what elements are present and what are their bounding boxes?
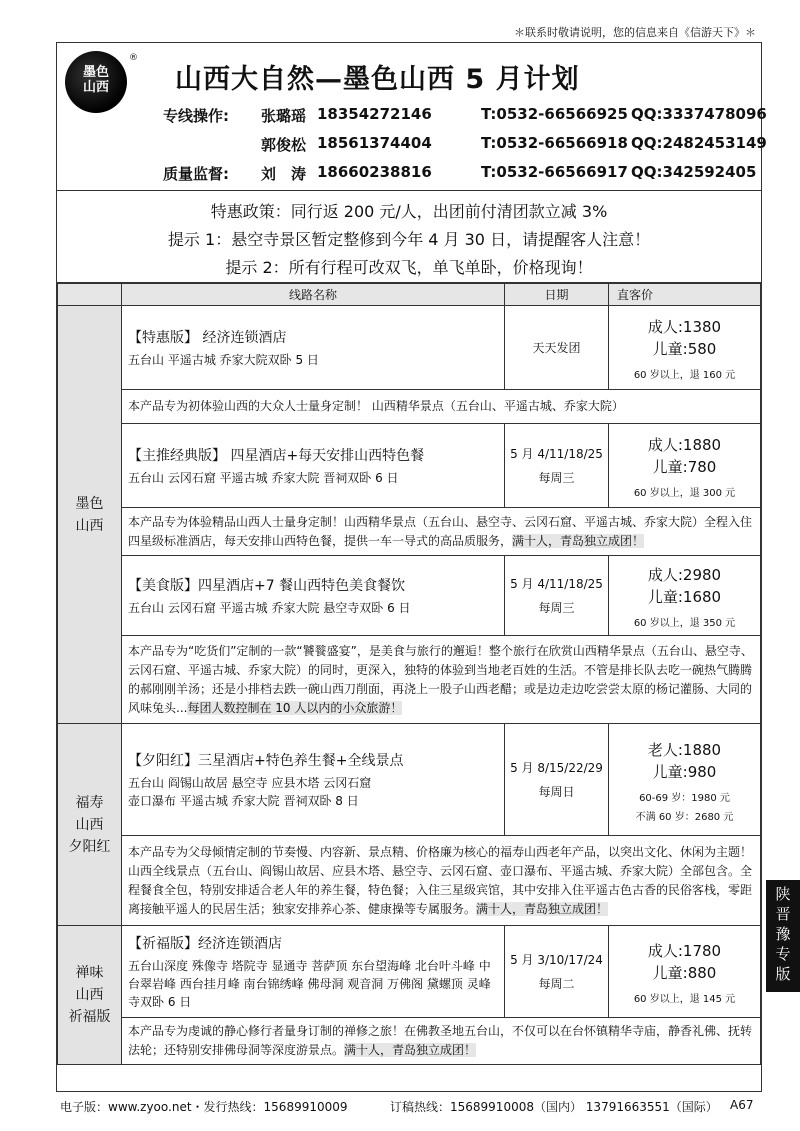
price-note: 60 岁以上，退 300 元 xyxy=(633,488,736,499)
adult-price: 成人:1780 xyxy=(647,942,722,960)
table-row xyxy=(58,836,761,926)
date-cell: 天天发团 xyxy=(505,306,609,390)
table-row xyxy=(58,556,761,636)
region-side-tab: 陕 晋 豫 专 版 xyxy=(766,880,800,992)
footer-order: 订稿热线：15689910008（国内） 13791663551（国际） xyxy=(390,1100,718,1114)
table-row xyxy=(58,926,761,1018)
date-cell: 5 月 3/10/17/24 每周二 xyxy=(505,926,609,1018)
product-name: 【特惠版】 经济连锁酒店 xyxy=(128,329,287,346)
header-route: 线路名称 xyxy=(122,284,505,306)
page-frame xyxy=(56,42,767,1092)
registered-mark: ® xyxy=(129,53,138,63)
product-cell xyxy=(122,556,505,636)
product-cell xyxy=(122,926,505,1018)
product-name: 【祈福版】经济连锁酒店 xyxy=(128,935,282,952)
category-cell: 禅味 山西 祈福版 xyxy=(58,926,122,1065)
table-row xyxy=(58,724,761,836)
header-blank xyxy=(58,284,122,306)
contact-row: 质量监督: 刘 涛 18660238816 T:0532-66566917 QQ:342592405 xyxy=(163,163,757,183)
notice-line-2: 提示 2：所有行程可改双飞，单飞单卧，价格现询！ xyxy=(225,258,593,277)
footer-web: 电子版：www.zyoo.net・发行热线：15689910009 xyxy=(60,1100,348,1114)
product-name: 【美食版】四星酒店+7 餐山西特色美食餐饮 xyxy=(128,577,406,594)
child-price: 儿童:780 xyxy=(652,458,717,476)
price-note: 60 岁以上，退 145 元 xyxy=(633,994,736,1005)
child-price: 儿童:980 xyxy=(652,762,717,781)
product-name: 【夕阳红】三星酒店+特色养生餐+全线景点 xyxy=(128,752,404,769)
highlight-text: 每团人数控制在 10 人以内的小众旅游！ xyxy=(187,700,403,715)
header xyxy=(57,43,767,191)
policy-box xyxy=(57,191,761,283)
category-cell: 福寿 山西 夕阳红 xyxy=(58,724,122,926)
source-note: ＊联系时敬请说明，您的信息来自《信游天下》＊ xyxy=(514,26,756,39)
price-note: 60 岁以上，退 160 元 xyxy=(633,370,736,381)
price-note-2: 不满 60 岁：2680 元 xyxy=(635,811,734,823)
date-cell: 5 月 4/11/18/25 每周三 xyxy=(505,556,609,636)
product-destinations: 五台山深度 殊像寺 塔院寺 显通寺 菩萨顶 东台望海峰 北台叶斗峰 中台翠岩峰 西台挂月峰 南台锦绣峰 佛母洞 观音洞 万佛阁 黛螺顶 灵峰寺双卧 6 日 xyxy=(128,958,491,1009)
price-note: 60 岁以上，退 350 元 xyxy=(633,618,736,629)
product-description: 本产品专为虔诚的静心修行者量身订制的禅修之旅！在佛教圣地五台山，不仅可以在台怀镇精华寺庙，静香礼佛、抚转法轮；还特别安排佛母洞等深度游景点。满十人，青岛独立成团！ xyxy=(122,1018,761,1065)
highlight-text: 满十人，青岛独立成团！ xyxy=(476,901,609,916)
logo xyxy=(65,51,127,113)
child-price: 儿童:580 xyxy=(652,340,717,358)
table-row xyxy=(58,1018,761,1065)
table-row xyxy=(58,306,761,390)
logo-text: 墨色 山西 xyxy=(82,65,109,95)
product-cell xyxy=(122,306,505,390)
table-row xyxy=(58,390,761,424)
price-note: 60-69 岁：1980 元 xyxy=(639,792,730,804)
contact-list xyxy=(163,103,767,190)
product-description: 本产品专为体验精品山西人士量身定制！山西精华景点（五台山、悬空寺、云冈石窟、平遥古城、乔家大院）全程入住四星级标准酒店，每天安排山西特色餐，提供一车一导式的高品质服务，满十人，青岛独立成团！ xyxy=(122,508,761,556)
table-header xyxy=(58,284,761,306)
category-cell: 墨色 山西 xyxy=(58,306,122,724)
header-price: 直客价 xyxy=(609,284,761,306)
highlight-text: 满十人，青岛独立成团！ xyxy=(344,1043,477,1057)
price-cell xyxy=(609,926,761,1018)
product-name: 【主推经典版】 四星酒店+每天安排山西特色餐 xyxy=(128,447,425,464)
product-description: 本产品专为“吃货们”定制的一款“饕餮盛宴”，是美食与旅行的邂逅！整个旅行在欣赏山西精华景点（五台山、悬空寺、云冈石窟、平遥古城、乔家大院）的同时，更深入，独特的体验到当地老百姓的生活。不管是排长队去吃一碗热气腾腾的郝刚刚羊汤；还是小排档去跌一碗山西刀削面，再浇上一股子山西老醋；或是边走边吃尝尝太原的杨记灌肠、大同的风味兔头...每团人数控制在 10 人以内的小众旅游！ xyxy=(122,636,761,724)
product-cell xyxy=(122,424,505,508)
page-number: A67 xyxy=(730,1098,754,1112)
route-table xyxy=(57,283,761,1065)
adult-price: 成人:2980 xyxy=(647,566,722,584)
senior-price: 老人:1880 xyxy=(647,740,722,759)
child-price: 儿童:880 xyxy=(652,964,717,982)
adult-price: 成人:1380 xyxy=(647,318,722,336)
contact-row: 专线操作: 张璐瑶 18354272146 T:0532-66566925 QQ:3337478096 xyxy=(163,105,767,125)
product-description: 本产品专为父母倾情定制的节奏慢、内容新、景点精、价格廉为核心的福寿山西老年产品，以突出文化、休闲为主题！山西全线景点（五台山、阎锡山故居、应县木塔、悬空寺、云冈石窟、壶口瀑布、平遥古城、乔家大院）全部包含。全程餐食全包，特别安排适合老人年的养生餐，特色餐；入住三星级宾馆，其中安排入住平遥古色古香的民俗客栈，零距离接触平遥人的民居生活；独家安排养心茶、健康操等专属服务。满十人，青岛独立成团！ xyxy=(122,836,761,926)
price-cell xyxy=(609,724,761,836)
product-destinations: 五台山 云冈石窟 平遥古城 乔家大院 悬空寺双卧 6 日 xyxy=(128,600,411,615)
price-cell xyxy=(609,306,761,390)
product-cell xyxy=(122,724,505,836)
table-row xyxy=(58,636,761,724)
product-destinations: 五台山 云冈石窟 平遥古城 乔家大院 晋祠双卧 6 日 xyxy=(128,470,399,485)
policy-line: 特惠政策：同行返 200 元/人，出团前付清团款立减 3% xyxy=(210,202,608,221)
page-title: 山西大自然—墨色山西 5 月计划 xyxy=(175,64,580,95)
notice-line-1: 提示 1：悬空寺景区暂定整修到今年 4 月 30 日，请提醒客人注意！ xyxy=(167,230,651,249)
header-date: 日期 xyxy=(505,284,609,306)
date-cell: 5 月 4/11/18/25 每周三 xyxy=(505,424,609,508)
adult-price: 成人:1880 xyxy=(647,436,722,454)
highlight-text: 满十人，青岛独立成团！ xyxy=(512,533,645,548)
child-price: 儿童:1680 xyxy=(647,588,722,606)
table-row xyxy=(58,424,761,508)
date-cell: 5 月 8/15/22/29 每周日 xyxy=(505,724,609,836)
contact-row: 郭俊松 18561374404 T:0532-66566918 QQ:2482453149 xyxy=(261,134,767,154)
product-description: 本产品专为初体验山西的大众人士量身定制！ 山西精华景点（五台山、平遥古城、乔家大院） xyxy=(122,390,761,424)
table-row xyxy=(58,508,761,556)
product-destinations: 五台山 平遥古城 乔家大院双卧 5 日 xyxy=(128,352,319,367)
price-cell xyxy=(609,556,761,636)
price-cell xyxy=(609,424,761,508)
product-destinations: 五台山 阎锡山故居 悬空寺 应县木塔 云冈石窟 壶口瀑布 平遥古城 乔家大院 晋祠双卧 8 日 xyxy=(128,775,372,808)
